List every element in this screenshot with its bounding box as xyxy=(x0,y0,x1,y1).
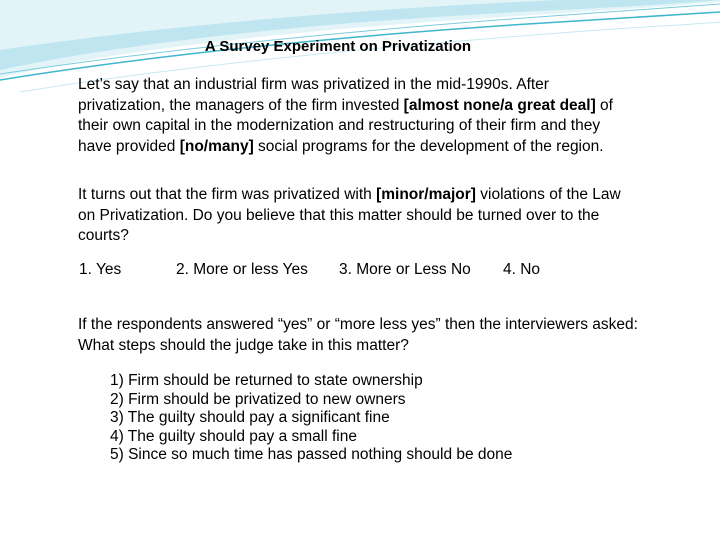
violation-paragraph xyxy=(78,185,638,247)
scenario-text-3: social programs for the development of the region. xyxy=(253,137,604,155)
violation-text-1: It turns out that the firm was privatized with xyxy=(78,186,377,203)
answer-option-yes: 1. Yes xyxy=(79,261,122,278)
answer-options xyxy=(0,260,720,282)
investment-variant: [almost none/a great deal] xyxy=(403,96,596,114)
answer-option-no: 4. No xyxy=(503,261,541,278)
scenario-text-2: of their own capital in the modernization and restructuring of their firm and they have provided xyxy=(78,96,613,155)
answer-option-more-or-less-yes: 2. More or less Yes xyxy=(176,261,308,278)
slide-title: A Survey Experiment on Privatization xyxy=(204,38,472,55)
list-item: 1) Firm should be returned to state ownership xyxy=(110,372,423,389)
scenario-text-1: Let’s say that an industrial firm was privatized in the mid-1990s. After privatization, the managers of the firm invested xyxy=(78,76,549,114)
judge-steps-list xyxy=(110,372,512,465)
scenario-paragraph xyxy=(78,75,638,157)
violation-variant: [minor/major] xyxy=(376,186,476,203)
list-item: 5) Since so much time has passed nothing should be done xyxy=(110,446,513,463)
list-item: 2) Firm should be privatized to new owners xyxy=(110,390,406,408)
list-item: 4) The guilty should pay a small fine xyxy=(110,427,357,445)
follow-up-paragraph: If the respondents answered “yes” or “more less yes” then the interviewers asked: What steps should the judge take in this matter? xyxy=(78,316,638,354)
violation-text-2: violations of the Law on Privatization. Do you believe that this matter should be turned over to the courts? xyxy=(78,186,621,244)
answer-option-more-or-less-no: 3. More or Less No xyxy=(339,261,471,278)
list-item: 3) The guilty should pay a significant fine xyxy=(110,409,390,426)
social-programs-variant: [no/many] xyxy=(179,137,254,155)
